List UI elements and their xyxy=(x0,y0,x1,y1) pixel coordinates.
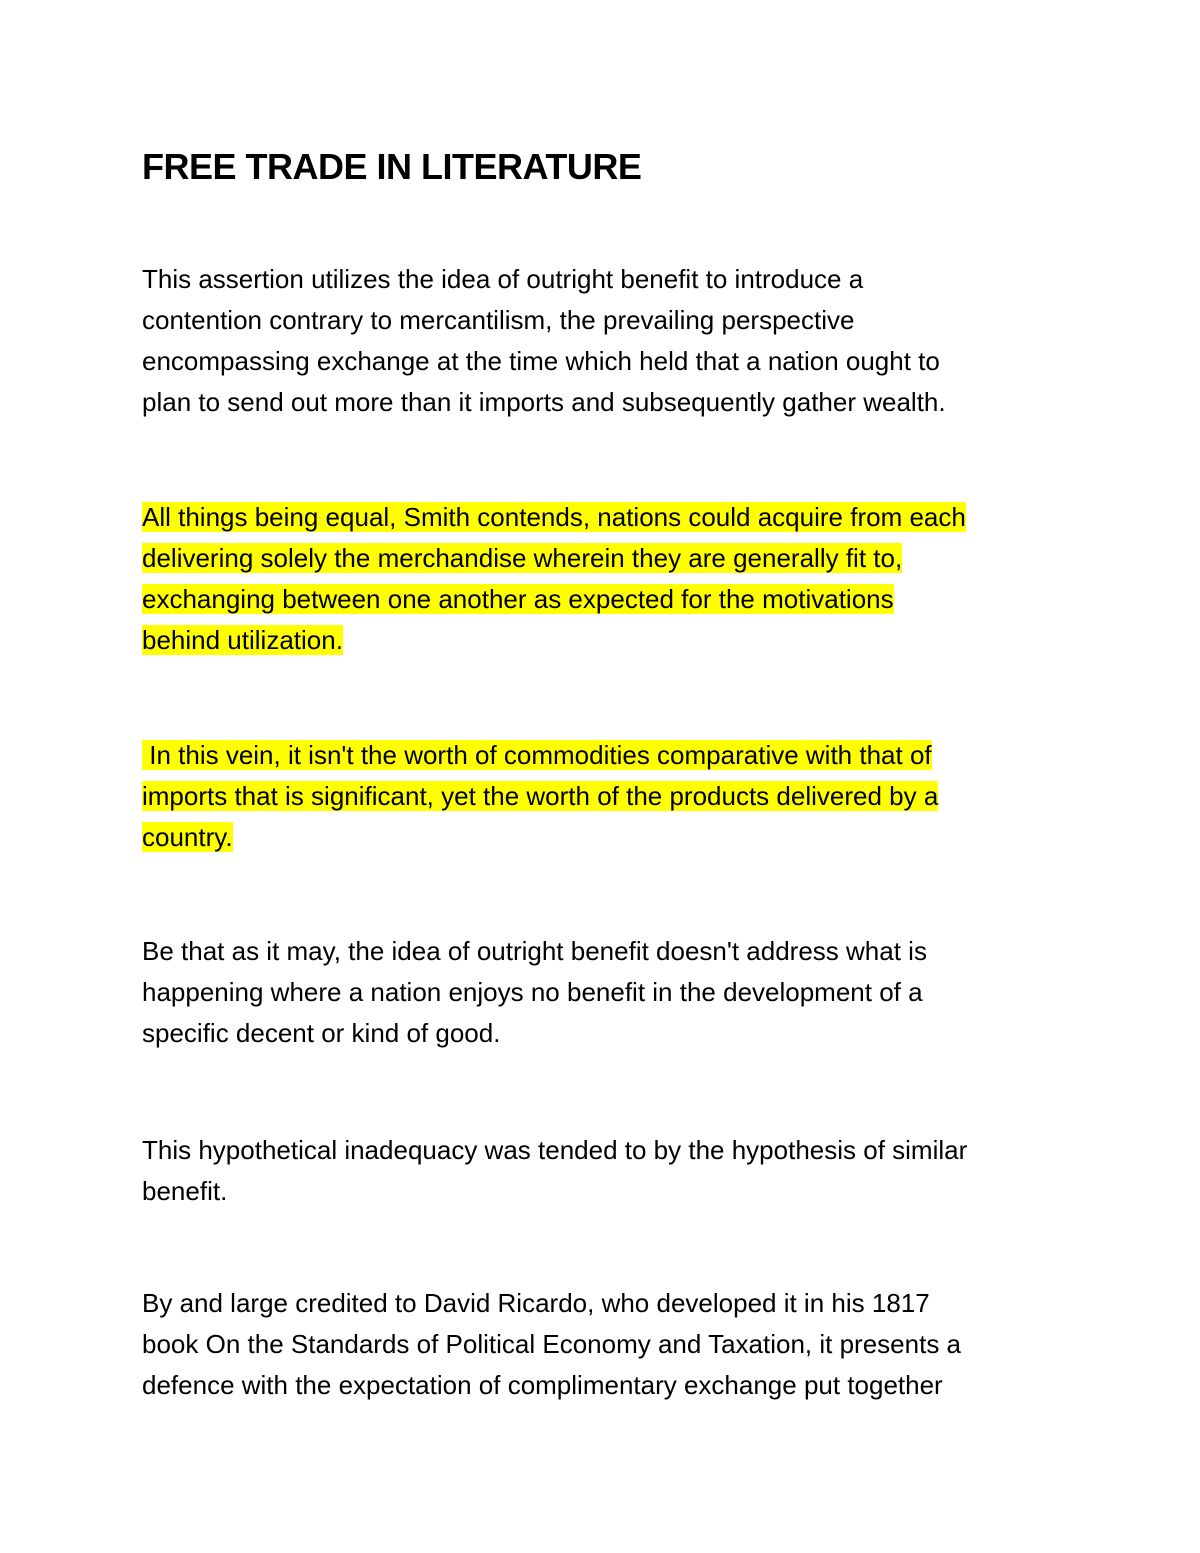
highlighted-line: In this vein, it isn't the worth of commodities comparative with that of xyxy=(142,740,932,770)
paragraph-line: plan to send out more than it imports and subsequently gather wealth. xyxy=(142,387,946,417)
paragraph-line: By and large credited to David Ricardo, who developed it in his 1817 xyxy=(142,1288,930,1318)
document-title: FREE TRADE IN LITERATURE xyxy=(142,146,642,187)
paragraph-line: encompassing exchange at the time which held that a nation ought to xyxy=(142,346,940,376)
paragraph-line: defence with the expectation of complimentary exchange put together xyxy=(142,1370,943,1400)
highlighted-line: exchanging between one another as expected for the motivations xyxy=(142,584,894,614)
highlighted-line: All things being equal, Smith contends, nations could acquire from each xyxy=(142,502,966,532)
paragraph-line: specific decent or kind of good. xyxy=(142,1018,501,1048)
highlighted-line: delivering solely the merchandise wherein they are generally fit to, xyxy=(142,543,903,573)
paragraph-inadequacy xyxy=(142,1130,1082,1212)
paragraph-ricardo xyxy=(142,1283,1082,1406)
paragraph-line: happening where a nation enjoys no benefit in the development of a xyxy=(142,977,923,1007)
paragraph-line: benefit. xyxy=(142,1176,228,1206)
highlighted-line: imports that is significant, yet the worth of the products delivered by a xyxy=(142,781,939,811)
highlighted-line: behind utilization. xyxy=(142,625,343,655)
paragraph-line: book On the Standards of Political Economy and Taxation, it presents a xyxy=(142,1329,961,1359)
paragraph-highlighted-smith xyxy=(142,497,1082,661)
paragraph-line: Be that as it may, the idea of outright benefit doesn't address what is xyxy=(142,936,927,966)
paragraph-intro xyxy=(142,259,1082,423)
paragraph-line: This hypothetical inadequacy was tended to by the hypothesis of similar xyxy=(142,1135,968,1165)
highlighted-line: country. xyxy=(142,822,233,852)
paragraph-line: contention contrary to mercantilism, the prevailing perspective xyxy=(142,305,855,335)
paragraph-highlighted-vein xyxy=(142,735,1082,858)
paragraph-line: This assertion utilizes the idea of outright benefit to introduce a xyxy=(142,264,864,294)
paragraph-absolute-benefit xyxy=(142,931,1082,1054)
